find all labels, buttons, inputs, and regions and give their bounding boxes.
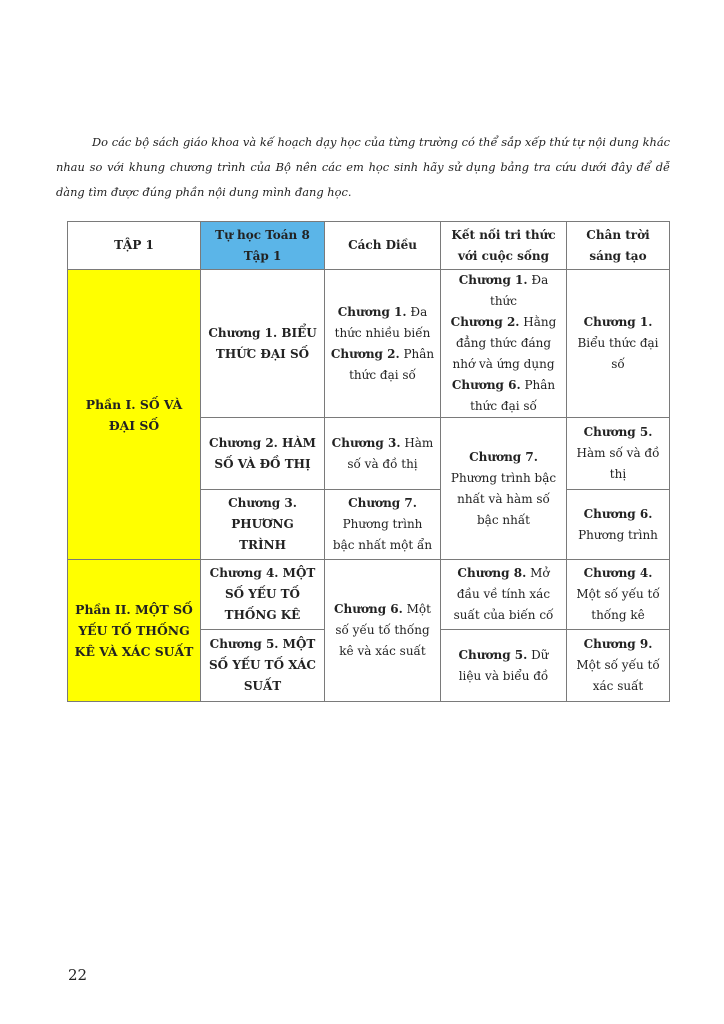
header-ket-noi-line2: với cuộc sống (457, 248, 550, 263)
canh-dieu-chuong-6: Chương 6. Một số yếu tố thống kê và xác suất (325, 560, 441, 702)
ket-noi-chuong-5: Chương 5. Dữ liệu và biểu đồ (441, 630, 567, 702)
header-chan-troi-sang-tao (567, 222, 670, 270)
tu-hoc-chuong-1: Chương 1. BIỂU THỨC ĐẠI SỐ (201, 270, 325, 418)
tu-hoc-chuong-4: Chương 4. MỘT SỐ YẾU TỐ THỐNG KÊ (201, 560, 325, 630)
chan-troi-chuong-6 (567, 490, 670, 560)
header-chan-troi-line1: Chân trời (586, 227, 650, 242)
canh-dieu-chuong-3: Chương 3. Hàm số và đồ thị (325, 418, 441, 490)
ket-noi-ch6: Chương 6. Phân thức đại số (451, 378, 556, 413)
tu-hoc-chuong-5: Chương 5. MỘT SỐ YẾU TỐ XÁC SUẤT (201, 630, 325, 702)
part-1-cell: Phần I. SỐ VÀ ĐẠI SỐ (68, 270, 201, 560)
chan-troi-chuong-4 (567, 560, 670, 630)
tu-hoc-chuong-3: Chương 3. PHƯƠNG TRÌNH (201, 490, 325, 560)
ket-noi-ch1: Chương 1. Đa thức (458, 273, 549, 308)
page-number: 22 (68, 966, 88, 984)
chan-troi-chuong-9 (567, 630, 670, 702)
table-row (68, 560, 670, 630)
canh-dieu-ch1: Chương 1. Đa thức nhiều biến (334, 304, 431, 340)
chan-troi-ch6-title: Chương 6. (583, 506, 653, 521)
chan-troi-ch6-text: Phương trình (578, 527, 658, 542)
header-tu-hoc-line1: Tự học Toán 8 (215, 227, 310, 242)
table-row (68, 270, 670, 418)
canh-dieu-chuong-1-2 (325, 270, 441, 418)
chan-troi-chuong-5 (567, 418, 670, 490)
header-tap-1: TẬP 1 (68, 222, 201, 270)
header-chan-troi-line2: sáng tạo (589, 248, 647, 263)
tu-hoc-chuong-2: Chương 2. HÀM SỐ VÀ ĐỒ THỊ (201, 418, 325, 490)
ket-noi-chuong-7: Chương 7. Phương trình bậc nhất và hàm số bậc nhất (441, 418, 567, 560)
canh-dieu-ch7-title: Chương 7. (348, 496, 417, 510)
chan-troi-ch5-title: Chương 5. (583, 425, 653, 439)
header-tu-hoc-toan-8 (201, 222, 325, 270)
chan-troi-ch4-text: Một số yếu tố thống kê (576, 587, 660, 622)
chan-troi-ch9-title: Chương 9. (583, 637, 653, 651)
chan-troi-ch5-text: Hàm số và đồ thị (576, 446, 660, 481)
ket-noi-chuong-8: Chương 8. Mở đầu về tính xác suất của biến cố (441, 560, 567, 630)
chan-troi-chuong-1 (567, 270, 670, 418)
header-ket-noi-line1: Kết nối tri thức (451, 227, 556, 242)
curriculum-lookup-table (67, 221, 670, 702)
canh-dieu-chuong-7 (325, 490, 441, 560)
ket-noi-ch2: Chương 2. Hằng đẳng thức đáng nhớ và ứng dụng (450, 315, 557, 371)
intro-paragraph: Do các bộ sách giáo khoa và kế hoạch dạy học của từng trường có thể sắp xếp thứ tự nội dung khác nhau so với khung chương trình của Bộ nên các em học sinh hãy sử dụng bảng tra cứu dưới đây để dễ dàng tìm được đúng phần nội dung mình đang học. (56, 135, 670, 199)
header-ket-noi-tri-thuc (441, 222, 567, 270)
chan-troi-ch9-text: Một số yếu tố xác suất (576, 658, 660, 693)
canh-dieu-ch2: Chương 2. Phân thức đại số (330, 346, 435, 382)
header-row (68, 222, 670, 270)
chan-troi-ch1-text: Biểu thức đại số (577, 336, 659, 371)
chan-troi-ch1-title: Chương 1. (583, 315, 653, 329)
chan-troi-ch4-title: Chương 4. (583, 566, 653, 580)
header-canh-dieu: Cách Diều (325, 222, 441, 270)
ket-noi-chuong-1-2-6 (441, 270, 567, 418)
canh-dieu-ch7-text: Phương trình bậc nhất một ẩn (332, 517, 433, 552)
header-tu-hoc-line2: Tập 1 (243, 248, 282, 263)
part-2-cell: Phần II. MỘT SỐ YẾU TỐ THỐNG KÊ VÀ XÁC SUẤT (68, 560, 201, 702)
